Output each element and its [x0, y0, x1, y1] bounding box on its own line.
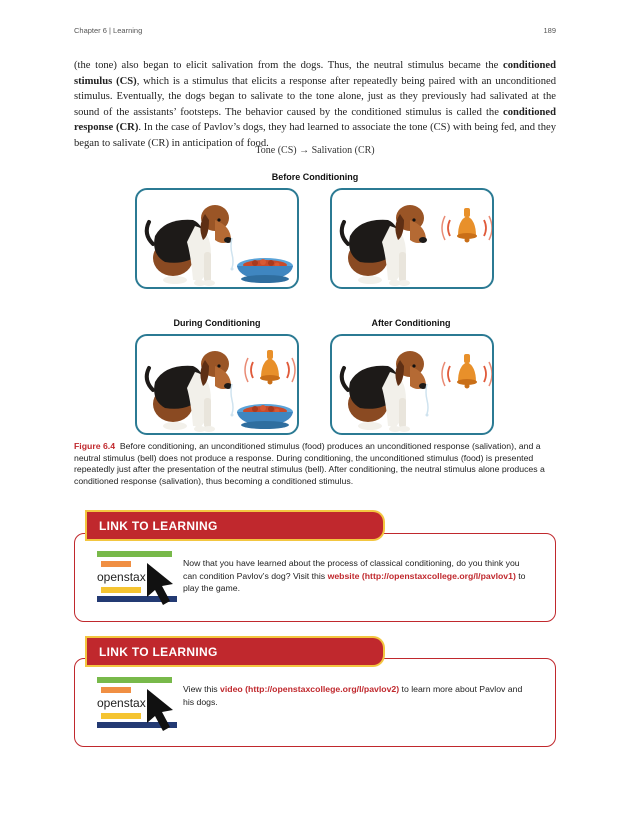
- panel-during: [135, 334, 299, 435]
- term-conditioned-response: conditioned response (CR): [74, 106, 556, 133]
- dog-with-bell-illustration: [332, 190, 494, 289]
- after-conditioning-title: After Conditioning: [371, 318, 451, 328]
- dog-with-food-illustration: [137, 190, 299, 289]
- figure-caption-text: Before conditioning, an unconditioned stimulus (food) produces an unconditioned response (salivation), and a neutral stimulus (bell) does not produce a response. During conditioning, the unconditioned stimulus (food) is presented repeatedly just after the presentation of the neutral stimulus (bell). After conditioning, the neutral stimulus alone produces a conditioned response (salivation), thus becoming a conditioned stimulus.: [74, 441, 545, 486]
- before-conditioning-title: Before Conditioning: [271, 172, 359, 182]
- link-to-learning-heading-1: LINK TO LEARNING: [99, 519, 218, 533]
- link-to-learning-tab-2: [87, 638, 383, 665]
- ltl2-url-link[interactable]: (http://openstaxcollege.org/l/pavlov2): [245, 684, 400, 694]
- dog-with-bell-and-food-illustration: [137, 336, 299, 435]
- figure-label: Figure 6.4: [74, 441, 116, 451]
- openstax-logo-icon: [97, 677, 179, 733]
- link-to-learning-text-2: [183, 683, 533, 708]
- page-number: 189: [543, 26, 556, 35]
- link-to-learning-text-1: [183, 557, 533, 595]
- openstax-logo-icon: [97, 551, 179, 607]
- during-conditioning-title: During Conditioning: [173, 318, 261, 328]
- ltl2-text-after: to learn more about Pavlov and his dogs.: [183, 684, 523, 707]
- panel-before-bell: [330, 188, 494, 289]
- equation: Tone (CS) → Salivation (CR): [255, 145, 375, 156]
- ltl1-text-after: to play the game.: [183, 570, 526, 593]
- ltl1-text-before: Now that you have learned about the process of classical conditioning, do you think you can condition Pavlov’s dog? Visit this: [183, 558, 520, 581]
- panel-before-food: [135, 188, 299, 289]
- ltl2-video-link[interactable]: video: [220, 684, 243, 694]
- ltl1-url-link[interactable]: (http://openstaxcollege.org/l/pavlov1): [361, 570, 516, 581]
- link-to-learning-heading-2: LINK TO LEARNING: [99, 645, 218, 659]
- body-text-3: . In the case of Pavlov’s dogs, they had learned to associate the tone (CS) with being fed, and they began to salivate (CR) in anticipation of food.: [74, 122, 557, 149]
- dog-salivating-to-bell-illustration: [332, 336, 494, 435]
- ltl2-text-before: View this: [183, 684, 221, 694]
- body-text-1: (the tone) also began to elicit salivation from the dogs. Thus, the neutral stimulus became the: [74, 60, 504, 71]
- ltl1-website-link[interactable]: website: [327, 570, 360, 581]
- body-text-2: , which is a stimulus that elicits a response after repeatedly being paired with an unconditioned stimulus. Eventually, the dogs began to salivate to the tone alone, just as they previously had salivated at the sound of the assistants’ footsteps. The behavior caused by the conditioned stimulus is called the: [74, 75, 557, 118]
- figure-caption: [74, 441, 556, 487]
- body-paragraph: [74, 58, 556, 151]
- running-header-chapter: Chapter 6 | Learning: [74, 26, 143, 35]
- term-conditioned-stimulus: conditioned stimulus (CS): [74, 60, 556, 87]
- panel-after: [330, 334, 494, 435]
- link-to-learning-tab-1: [87, 512, 383, 539]
